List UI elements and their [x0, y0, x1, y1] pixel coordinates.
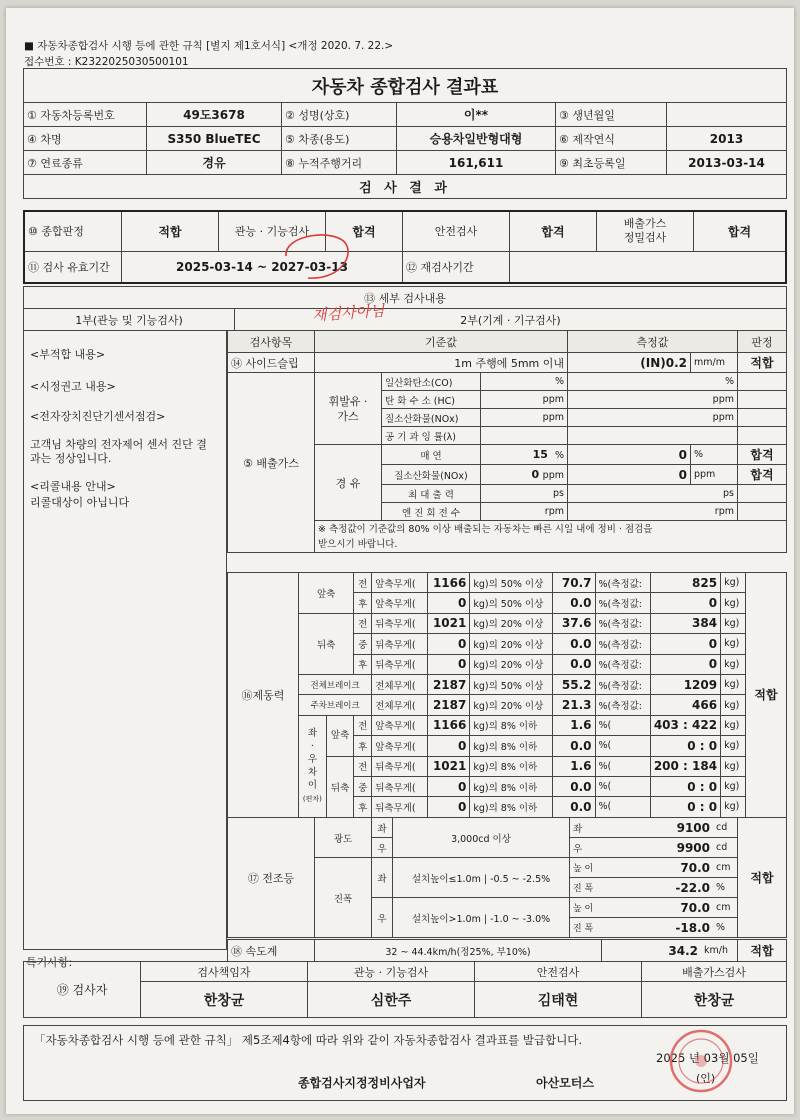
brake-weight-label: 뒤축무게( [372, 797, 428, 817]
emission-label: ⑤ 배출가스 [228, 373, 315, 553]
diesel-row-judge: 합격 [738, 465, 787, 485]
brake-meas: 0 [650, 634, 720, 654]
aim-left-standard: 설치높이≤1.0m | -0.5 ~ -2.5% [393, 858, 570, 898]
brake-pos: 전 [354, 715, 372, 735]
diesel-row-name: 엔 진 회 전 수 [382, 503, 481, 521]
brake-weight: 1021 [428, 756, 470, 776]
brake-meas: 0 [650, 654, 720, 674]
aim-left-angle-unit: % [713, 878, 738, 898]
value-mileage: 161,611 [397, 151, 556, 175]
brake-meas-label: %( [595, 797, 650, 817]
gas-row-name: 질소산화물(NOx) [382, 409, 481, 427]
gasoline-label-1: 휘발유 · [328, 394, 368, 408]
brake-pct: 0.0 [553, 776, 596, 796]
brake-ratio: kg)의 8% 이하 [470, 756, 553, 776]
brake-front: 앞축 [299, 573, 354, 614]
brake-park: 주차브레이크 [299, 695, 372, 715]
brake-diff-front [326, 715, 354, 756]
value-validity: 2025-03-14 ~ 2027-03-13 [122, 251, 403, 283]
brake-weight-label: 뒤축무게( [372, 634, 428, 654]
brake-meas: 403 : 422 [650, 715, 720, 735]
brake-meas: 0 : 0 [650, 736, 720, 756]
brake-pct: 0.0 [553, 736, 596, 756]
lum-right-label: 우 [372, 838, 393, 858]
brake-weight-label: 뒤축무게( [372, 654, 428, 674]
brake-pos: 후 [354, 736, 372, 756]
brake-weight: 2187 [428, 695, 470, 715]
value-functional: 합격 [326, 211, 403, 251]
brake-unit: kg) [721, 654, 746, 674]
brake-pos: 후 [354, 654, 372, 674]
brake-unit: kg) [721, 634, 746, 654]
special-notes-label: 특기사항: [26, 956, 73, 969]
brake-weight: 0 [428, 776, 470, 796]
note-sensor-result-1: 고객님 차량의 전자제어 센서 진단 결 [30, 438, 207, 451]
inspector-emission: 한창균 [642, 982, 787, 1018]
inspectors-table [23, 961, 787, 1018]
col-standard: 기준값 [315, 331, 568, 353]
diesel-label: 경 유 [315, 445, 382, 521]
emission-note-1: ※ 측정값이 기준값의 80% 이상 배출되는 자동차는 빠른 시일 내에 정비 · 점검을 [318, 523, 653, 535]
brake-unit: kg) [721, 573, 746, 593]
diesel-row-name: 매 연 [382, 445, 481, 465]
col-measure: 측정값 [568, 331, 738, 353]
brake-unit: kg) [721, 715, 746, 735]
aim-left-label: 좌 [372, 858, 393, 898]
label-functional: 관능 · 기능검사 [219, 211, 326, 251]
brake-pct: 0.0 [553, 797, 596, 817]
value-safety: 합격 [510, 211, 597, 251]
brake-meas: 384 [650, 613, 720, 633]
headlight-label: ⑰ 전조등 [228, 818, 315, 938]
gas-row-unit2: ppm [568, 391, 738, 409]
label-fuel: ⑦ 연료종류 [24, 151, 147, 175]
value-emission: 합격 [694, 211, 787, 251]
label-birthdate: ③ 생년월일 [556, 103, 667, 127]
gas-row-unit2: % [568, 373, 738, 391]
diesel-row-unit2: rpm [568, 503, 738, 521]
diesel-row-unit2: % [691, 445, 738, 465]
gas-row-unit1: % [481, 373, 568, 391]
brake-meas-label: %(측정값: [595, 634, 650, 654]
aim-left-angle: -22.0 [596, 878, 713, 898]
note-advice: <시정권고 내용> [30, 380, 116, 393]
brake-meas-label: %(측정값: [595, 593, 650, 613]
aim-left-height-label: 높 이 [570, 858, 597, 878]
brake-meas: 0 : 0 [650, 797, 720, 817]
brake-meas: 1209 [650, 674, 720, 694]
speed-unit: km/h [701, 940, 738, 962]
rule-reference: ■ 자동차종합검사 시행 등에 관한 규칙 [별지 제1호서식] <개정 2020. 7. 22.> [24, 40, 394, 52]
aim-right-height-label: 높 이 [570, 898, 597, 918]
brake-diff-3: 우 [307, 753, 317, 765]
brake-ratio: kg)의 20% 이상 [470, 634, 553, 654]
value-first-reg: 2013-03-14 [667, 151, 787, 175]
brake-unit: kg) [721, 695, 746, 715]
brake-label: ⑯제동력 [228, 573, 299, 818]
lum-right-unit: cd [713, 838, 738, 858]
headlight-judge: 적합 [738, 818, 787, 938]
vehicle-info-table [23, 68, 787, 199]
brake-meas: 825 [650, 573, 720, 593]
sideslip-label: ⑭ 사이드슬립 [228, 353, 315, 373]
speed-judge: 적합 [738, 940, 787, 962]
aim-left-angle-label: 진 폭 [570, 878, 597, 898]
brake-pct: 1.6 [553, 715, 596, 735]
value-fuel: 경유 [147, 151, 282, 175]
red-pen-circle [278, 226, 358, 286]
luminance-standard: 3,000cd 이상 [393, 818, 570, 858]
brake-diff-5: 이 [307, 779, 317, 791]
diesel-row-unit1: rpm [481, 503, 568, 521]
inspector-safety-h: 안전검사 [475, 962, 642, 982]
brake-ratio: kg)의 20% 이상 [470, 695, 553, 715]
gas-row-judge [738, 427, 787, 445]
detail-title: ⑬ 세부 검사내용 [24, 287, 787, 309]
diesel-row-judge [738, 485, 787, 503]
diesel-row-unit2: ppm [691, 465, 738, 485]
measure-table [227, 330, 787, 553]
brake-total: 전체브레이크 [299, 674, 372, 694]
gas-row-name: 공 기 과 잉 률(λ) [382, 427, 481, 445]
aim-right-height-unit: cm [713, 898, 738, 918]
value-owner: 이** [397, 103, 556, 127]
brake-weight-label: 뒤축무게( [372, 776, 428, 796]
brake-pos: 전 [354, 573, 372, 593]
brake-diff-rear-text: 뒤축 [330, 782, 350, 794]
label-safety: 안전검사 [403, 211, 510, 251]
result-section-title: 검 사 결 과 [24, 175, 787, 199]
brake-pct: 0.0 [553, 634, 596, 654]
speed-measure: 34.2 [602, 940, 702, 962]
gas-row-unit1: ppm [481, 391, 568, 409]
brake-ratio: kg)의 50% 이상 [470, 674, 553, 694]
label-owner: ② 성명(상호) [282, 103, 397, 127]
brake-weight: 1166 [428, 573, 470, 593]
brake-meas-label: %(측정값: [595, 613, 650, 633]
aim-left-height-unit: cm [713, 858, 738, 878]
luminance-label: 광도 [315, 818, 372, 858]
diesel-row-name: 질소산화물(NOx) [382, 465, 481, 485]
value-birthdate [667, 103, 787, 127]
official-seal-stamp [666, 1026, 736, 1096]
label-overall: ⑩ 종합판정 [24, 211, 122, 251]
brake-meas-label: %(측정값: [595, 674, 650, 694]
aim-label: 진폭 [315, 858, 372, 938]
brake-pct: 1.6 [553, 756, 596, 776]
aim-right-angle-label: 진 폭 [570, 918, 597, 938]
brake-unit: kg) [721, 613, 746, 633]
brake-weight-label: 앞축무게( [372, 593, 428, 613]
left-notes-panel [23, 330, 227, 950]
lum-left-label: 좌 [372, 818, 393, 838]
inspector-func-h: 관능 · 기능검사 [308, 962, 475, 982]
note-sensor: <전자장치진단기센서점검> [30, 410, 166, 423]
brake-meas: 466 [650, 695, 720, 715]
note-sensor-result-2: 과는 정상입니다. [30, 452, 112, 465]
document-title: 자동차 종합검사 결과표 [24, 69, 787, 103]
brake-weight: 0 [428, 797, 470, 817]
brake-diff-1: 좌 [307, 727, 317, 739]
brake-weight: 0 [428, 736, 470, 756]
value-model: S350 BlueTEC [147, 127, 282, 151]
col-judge: 판정 [738, 331, 787, 353]
label-mileage: ⑧ 누적주행거리 [282, 151, 397, 175]
brake-pct: 21.3 [553, 695, 596, 715]
label-model: ④ 차명 [24, 127, 147, 151]
value-type: 승용차일반형대형 [397, 127, 556, 151]
gas-row-name: 일산화탄소(CO) [382, 373, 481, 391]
brake-diff-front-text: 앞축 [330, 729, 350, 741]
inspector-emission-h: 배출가스검사 [642, 962, 787, 982]
label-emission-line2: 정밀검사 [623, 231, 667, 245]
brake-weight: 0 [428, 593, 470, 613]
inspector-safety: 김태현 [475, 982, 642, 1018]
value-year: 2013 [667, 127, 787, 151]
diesel-row-meas: 0 [568, 465, 691, 485]
brake-pct: 0.0 [553, 593, 596, 613]
brake-weight: 0 [428, 634, 470, 654]
brake-meas-label: %( [595, 715, 650, 735]
diesel-row-std-unit: ppm [542, 470, 564, 481]
label-first-reg: ⑨ 최초등록일 [556, 151, 667, 175]
brake-weight: 2187 [428, 674, 470, 694]
brake-ratio: kg)의 20% 이상 [470, 613, 553, 633]
lum-right-side: 우 [570, 838, 597, 858]
lum-left-side: 좌 [570, 818, 597, 838]
brake-pos: 전 [354, 613, 372, 633]
sideslip-judge: 적합 [738, 353, 787, 373]
brake-ratio: kg)의 8% 이하 [470, 776, 553, 796]
label-validity: ⑪ 검사 유효기간 [24, 251, 122, 283]
value-overall: 적합 [122, 211, 219, 251]
label-reinspection: ⑫ 재검사기간 [403, 251, 510, 283]
seal-mark: (인) [696, 1072, 716, 1085]
footer-statement: 「자동차종합검사 시행 등에 관한 규칙」 제5조제4항에 따라 위와 같이 자동차종합검사 결과표를 발급합니다. [34, 1033, 583, 1047]
label-emission-line1: 배출가스 [623, 217, 667, 231]
aim-right-label: 우 [372, 898, 393, 938]
aim-right-angle-unit: % [713, 918, 738, 938]
brake-diff-2: · [310, 740, 314, 752]
brake-weight-label: 전체무게( [372, 695, 428, 715]
note-recall: <리콜내용 안내> [30, 480, 116, 493]
gasoline-label-2: 가스 [337, 409, 359, 423]
label-type: ⑤ 차종(용도) [282, 127, 397, 151]
diesel-row-unit2: ps [568, 485, 738, 503]
col-item: 검사항목 [228, 331, 315, 353]
inspector-head-h: 검사책임자 [141, 962, 308, 982]
brake-weight-label: 뒤축무게( [372, 613, 428, 633]
note-recall-result: 리콜대상이 아닙니다 [30, 496, 130, 509]
aim-right-angle: -18.0 [596, 918, 713, 938]
gas-row-judge [738, 409, 787, 427]
inspector-head: 한창균 [141, 982, 308, 1018]
brake-ratio: kg)의 8% 이하 [470, 736, 553, 756]
brake-meas-label: %(측정값: [595, 654, 650, 674]
diesel-row-meas: 0 [568, 445, 691, 465]
brake-unit: kg) [721, 736, 746, 756]
sideslip-standard: 1m 주행에 5mm 이내 [315, 353, 568, 373]
label-year: ⑥ 제작연식 [556, 127, 667, 151]
brake-weight: 1021 [428, 613, 470, 633]
detail-header-table [23, 286, 787, 331]
brake-judge: 적합 [746, 573, 787, 818]
part1-title: 1부(관능 및 기능검사) [24, 309, 235, 331]
brake-meas: 0 : 0 [650, 776, 720, 796]
brake-weight-label: 앞축무게( [372, 736, 428, 756]
brake-meas-label: %( [595, 756, 650, 776]
gas-row-judge [738, 391, 787, 409]
brake-meas-label: %(측정값: [595, 695, 650, 715]
brake-weight: 1166 [428, 715, 470, 735]
emission-note [315, 521, 787, 553]
brake-unit: kg) [721, 593, 746, 613]
brake-pos: 후 [354, 593, 372, 613]
emission-note-2: 받으시기 바랍니다. [318, 538, 398, 550]
gas-row-name: 탄 화 수 소 (HC) [382, 391, 481, 409]
brake-unit: kg) [721, 776, 746, 796]
gas-row-unit1 [481, 427, 568, 445]
brake-meas-label: %( [595, 776, 650, 796]
brake-diff-rear [326, 756, 354, 817]
diesel-row-judge [738, 503, 787, 521]
brake-ratio: kg)의 50% 이상 [470, 573, 553, 593]
diesel-row-judge: 합격 [738, 445, 787, 465]
label-reg-no: ① 자동차등록번호 [24, 103, 147, 127]
receipt-number: 접수번호 : K2322025030500101 [24, 56, 189, 68]
speed-standard: 32 ~ 44.4km/h(정25%, 부10%) [315, 940, 602, 962]
brake-unit: kg) [721, 756, 746, 776]
diesel-row-std-unit: % [554, 450, 564, 461]
diesel-row-std-value: 15 [532, 448, 548, 461]
aim-left-height: 70.0 [596, 858, 713, 878]
brake-ratio: kg)의 8% 이하 [470, 715, 553, 735]
red-pen-note: 재검사아님 [311, 301, 386, 325]
brake-meas-label: %( [595, 736, 650, 756]
gasoline-label [315, 373, 382, 445]
issuer-label: 종합검사지정정비사업자 [298, 1076, 426, 1090]
brake-weight-label: 앞축무게( [372, 573, 428, 593]
brake-unit: kg) [721, 797, 746, 817]
note-nonconform: <부적합 내용> [30, 348, 106, 361]
gas-row-unit1: ppm [481, 409, 568, 427]
brake-pct: 70.7 [553, 573, 596, 593]
speed-table [227, 939, 787, 962]
brake-weight-label: 앞축무게( [372, 715, 428, 735]
speed-label: ⑱ 속도계 [228, 940, 315, 962]
diesel-row-std [481, 465, 568, 485]
brake-pos: 전 [354, 756, 372, 776]
brake-ratio: kg)의 8% 이하 [470, 797, 553, 817]
sideslip-unit: mm/m [691, 353, 738, 373]
brake-meas: 200 : 184 [650, 756, 720, 776]
brake-pct: 37.6 [553, 613, 596, 633]
document-page [6, 8, 794, 1114]
lum-right-value: 9900 [596, 838, 713, 858]
brake-pos: 중 [354, 776, 372, 796]
lum-left-value: 9100 [596, 818, 713, 838]
aim-right-standard: 설치높이>1.0m | -1.0 ~ -3.0% [393, 898, 570, 938]
brake-ratio: kg)의 50% 이상 [470, 593, 553, 613]
issuer-name: 아산모터스 [536, 1076, 594, 1090]
brake-diff-4: 차 [307, 766, 317, 778]
brake-pos: 중 [354, 634, 372, 654]
inspector-label: ⑲ 검사자 [24, 962, 141, 1018]
diesel-row-name: 최 대 출 력 [382, 485, 481, 503]
diesel-row-unit1: ps [481, 485, 568, 503]
brake-table [227, 572, 787, 818]
inspector-func: 심한주 [308, 982, 475, 1018]
brake-pct: 0.0 [553, 654, 596, 674]
gas-row-unit2: ppm [568, 409, 738, 427]
brake-pct: 55.2 [553, 674, 596, 694]
value-reinspection [510, 251, 787, 283]
brake-unit: kg) [721, 674, 746, 694]
brake-meas: 0 [650, 593, 720, 613]
brake-weight-label: 전체무게( [372, 674, 428, 694]
part2-title: 2부(기계 · 기구검사) [235, 309, 787, 331]
issue-date: 2025 년 03월 05일 [656, 1051, 759, 1065]
brake-ratio: kg)의 20% 이상 [470, 654, 553, 674]
brake-diff-6: (편차) [302, 794, 322, 803]
brake-pos: 후 [354, 797, 372, 817]
diesel-row-std-value: 0 [531, 468, 540, 481]
lum-left-unit: cd [713, 818, 738, 838]
aim-right-height: 70.0 [596, 898, 713, 918]
brake-weight-label: 뒤축무게( [372, 756, 428, 776]
brake-rear: 뒤축 [299, 613, 354, 674]
brake-diff-label [299, 715, 327, 817]
diesel-row-std [481, 445, 568, 465]
brake-meas-label: %(측정값: [595, 573, 650, 593]
result-table [23, 210, 787, 284]
brake-weight: 0 [428, 654, 470, 674]
gas-row-judge [738, 373, 787, 391]
value-reg-no: 49도3678 [147, 103, 282, 127]
label-emission [597, 211, 694, 251]
gas-row-unit2 [568, 427, 738, 445]
headlight-table [227, 817, 787, 938]
sideslip-measure: (IN)0.2 [568, 353, 691, 373]
